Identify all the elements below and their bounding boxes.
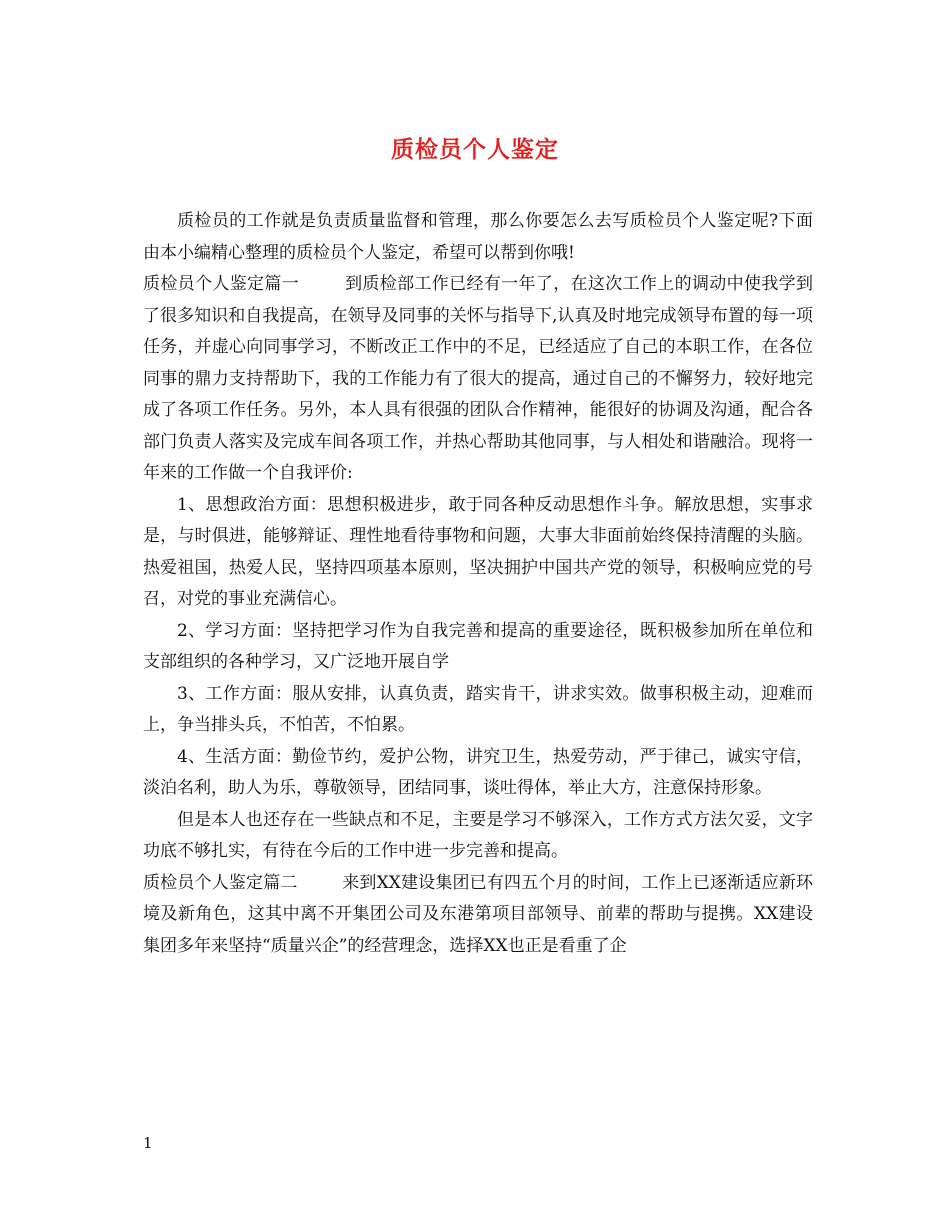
section-1-heading: 质检员个人鉴定篇一	[143, 274, 300, 294]
section-1-paragraph-work: 3、工作方面：服从安排，认真负责，踏实肯干，讲求实效。做事积极主动，迎难而上，争当排头兵，不怕苦，不怕累。	[143, 683, 813, 735]
document-body	[143, 206, 813, 962]
section-2-heading: 质检员个人鉴定篇二	[143, 872, 298, 893]
section-1-lead-text: 到质检部工作已经有一年了，在这次工作上的调动中使我学到了很多知识和自我提高，在领导及同事的关怀与指导下,认真及时地完成领导布置的每一项任务，并虚心向同事学习，不断改正工作中的不足，已经适应了自己的本职工作，在各位同事的鼎力支持帮助下，我的工作能力有了很大的提高，通过自己的不懈努力，较好地完成了各项工作任务。另外，本人具有很强的团队合作精神，能很好的协调及沟通，配合各部门负责人落实及完成车间各项工作，并热心帮助其他同事，与人相处和谐融洽。现将一年来的工作做一个自我评价:	[143, 274, 814, 483]
section-2-lead-paragraph	[143, 868, 813, 963]
document-title: 质检员个人鉴定	[391, 136, 559, 163]
section-1-paragraph-study: 2、学习方面：坚持把学习作为自我完善和提高的重要途径，既积极参加所在单位和支部组织的各种学习，又广泛地开展自学	[143, 620, 813, 672]
intro-paragraph: 质检员的工作就是负责质量监督和管理，那么你要怎么去写质检员个人鉴定呢?下面由本小编精心整理的质检员个人鉴定，希望可以帮到你哦!	[143, 211, 813, 263]
section-1-paragraph-politics: 1、思想政治方面：思想积极进步，敢于同各种反动思想作斗争。解放思想，实事求是，与时俱进，能够辩证、理性地看待事物和问题，大事大非面前始终保持清醒的头脑。热爱祖国，热爱人民，坚持四项基本原则，坚决拥护中国共产党的领导，积极响应党的号召，对党的事业充满信心。	[143, 494, 813, 609]
section-2-lead-text: 来到XX建设集团已有四五个月的时间，工作上已逐渐适应新环境及新角色，这其中离不开集团公司及东港第项目部领导、前辈的帮助与提携。XX建设集团多年来坚持“质量兴企”的经营理念，选择XX也正是看重了企	[143, 872, 814, 956]
section-1-lead-paragraph	[143, 269, 813, 490]
page-number: 1	[143, 1134, 153, 1152]
section-1-paragraph-life: 4、生活方面：勤俭节约，爱护公物，讲究卫生，热爱劳动，严于律己，诚实守信，淡泊名利，助人为乐，尊敬领导，团结同事，谈吐得体，举止大方，注意保持形象。	[143, 746, 813, 798]
section-1-paragraph-shortcomings: 但是本人也还存在一些缺点和不足，主要是学习不够深入，工作方式方法欠妥，文字功底不够扎实，有待在今后的工作中进一步完善和提高。	[143, 809, 813, 861]
